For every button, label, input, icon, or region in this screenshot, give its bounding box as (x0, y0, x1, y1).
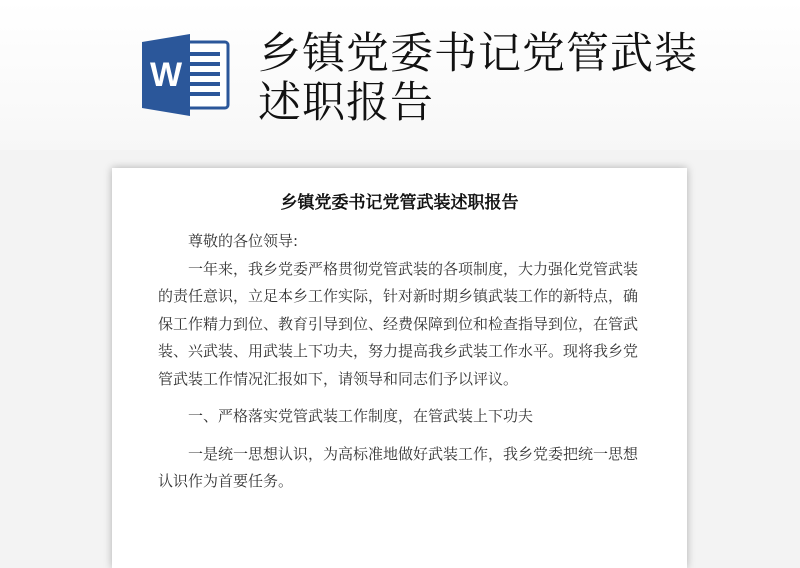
document-page (112, 168, 687, 568)
document-title: 乡镇党委书记党管武装述职报告 (280, 193, 519, 213)
word-icon-letter: W (149, 56, 183, 94)
cover-title: 乡镇党委书记党管武装述职报告 (258, 29, 698, 128)
cover-header (0, 0, 800, 150)
body-paragraph-2: 一是统一思想认识，为高标准地做好武装工作，我乡党委把统一思想认识作为首要任务。 (158, 444, 639, 490)
document-body (158, 228, 644, 496)
section-heading-1: 一、严格落实党管武装工作制度，在管武装上下功夫 (188, 407, 534, 425)
greeting-line: 尊敬的各位领导: (188, 232, 299, 250)
word-document-icon (140, 34, 232, 116)
body-paragraph-1: 一年来，我乡党委严格贯彻党管武装的各项制度，大力强化党管武装的责任意识，立足本乡工作实际，针对新时期乡镇武装工作的新特点，确保工作精力到位、教育引导到位、经费保障到位和检查指导到位，在管武装、兴武装、用武装上下功夫，努力提高我乡武装工作水平。现将我乡党管武装工作情况汇报如下，请领导和同志们予以评议。 (158, 259, 639, 388)
